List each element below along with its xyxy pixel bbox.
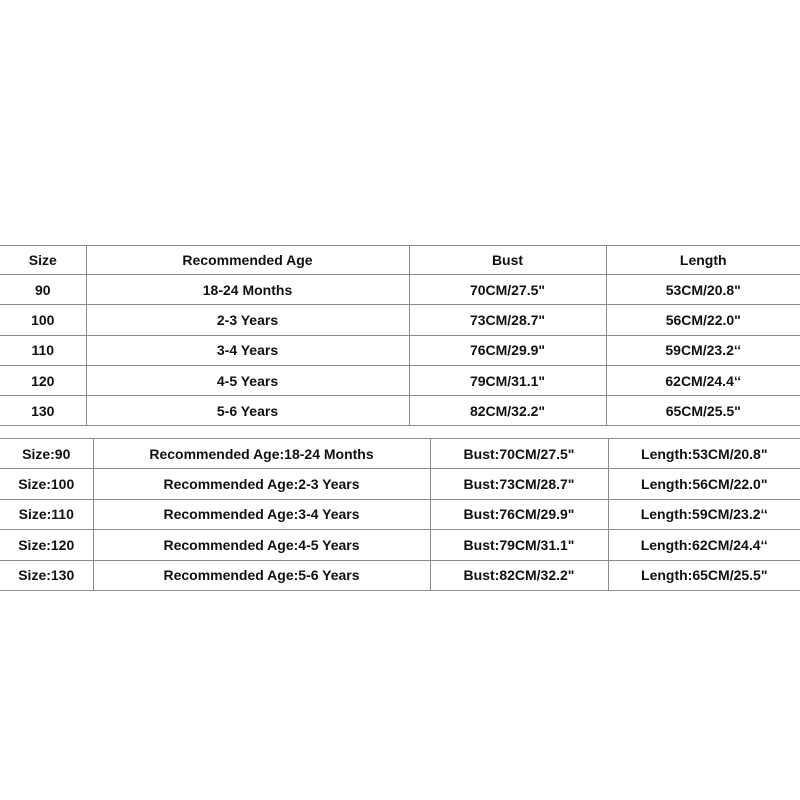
cell-bust: 82CM/32.2": [409, 396, 606, 426]
cell-length: Length:56CM/22.0": [608, 469, 800, 499]
cell-recommended-age: Recommended Age:2-3 Years: [93, 469, 430, 499]
cell-length: 59CM/23.2‘‘: [606, 335, 800, 365]
header-recommended-age: Recommended Age: [86, 246, 409, 275]
cell-size: Size:130: [0, 560, 93, 590]
cell-size: Size:120: [0, 530, 93, 560]
cell-length: Length:65CM/25.5": [608, 560, 800, 590]
cell-size: 130: [0, 396, 86, 426]
header-bust: Bust: [409, 246, 606, 275]
cell-bust: Bust:79CM/31.1": [430, 530, 608, 560]
table-row: [0, 396, 800, 426]
cell-bust: 70CM/27.5": [409, 275, 606, 305]
cell-bust: Bust:76CM/29.9": [430, 499, 608, 529]
cell-length: Length:62CM/24.4‘‘: [608, 530, 800, 560]
cell-recommended-age: 18-24 Months: [86, 275, 409, 305]
header-length: Length: [606, 246, 800, 275]
cell-bust: Bust:70CM/27.5": [430, 439, 608, 469]
cell-bust: 76CM/29.9": [409, 335, 606, 365]
header-size: Size: [0, 246, 86, 275]
cell-size: Size:90: [0, 439, 93, 469]
cell-recommended-age: 5-6 Years: [86, 396, 409, 426]
cell-size: Size:110: [0, 499, 93, 529]
table-header-row: [0, 246, 800, 275]
cell-length: 53CM/20.8": [606, 275, 800, 305]
cell-size: 110: [0, 335, 86, 365]
size-table-labeled: [0, 438, 800, 591]
table-row: [0, 275, 800, 305]
table-row: [0, 530, 800, 560]
cell-bust: Bust:73CM/28.7": [430, 469, 608, 499]
cell-recommended-age: 3-4 Years: [86, 335, 409, 365]
cell-recommended-age: 2-3 Years: [86, 305, 409, 335]
cell-bust: 73CM/28.7": [409, 305, 606, 335]
cell-recommended-age: Recommended Age:3-4 Years: [93, 499, 430, 529]
cell-size: 100: [0, 305, 86, 335]
cell-length: Length:59CM/23.2‘‘: [608, 499, 800, 529]
cell-recommended-age: 4-5 Years: [86, 365, 409, 395]
cell-size: 90: [0, 275, 86, 305]
cell-recommended-age: Recommended Age:5-6 Years: [93, 560, 430, 590]
cell-size: Size:100: [0, 469, 93, 499]
cell-length: 56CM/22.0": [606, 305, 800, 335]
table-row: [0, 335, 800, 365]
cell-length: 65CM/25.5": [606, 396, 800, 426]
size-table-simple: [0, 245, 800, 426]
cell-recommended-age: Recommended Age:4-5 Years: [93, 530, 430, 560]
table-row: [0, 305, 800, 335]
table-row: [0, 560, 800, 590]
table-row: [0, 365, 800, 395]
cell-length: Length:53CM/20.8": [608, 439, 800, 469]
cell-recommended-age: Recommended Age:18-24 Months: [93, 439, 430, 469]
cell-length: 62CM/24.4‘‘: [606, 365, 800, 395]
table-row: [0, 499, 800, 529]
table-row: [0, 469, 800, 499]
table-row: [0, 439, 800, 469]
cell-bust: 79CM/31.1": [409, 365, 606, 395]
cell-bust: Bust:82CM/32.2": [430, 560, 608, 590]
cell-size: 120: [0, 365, 86, 395]
